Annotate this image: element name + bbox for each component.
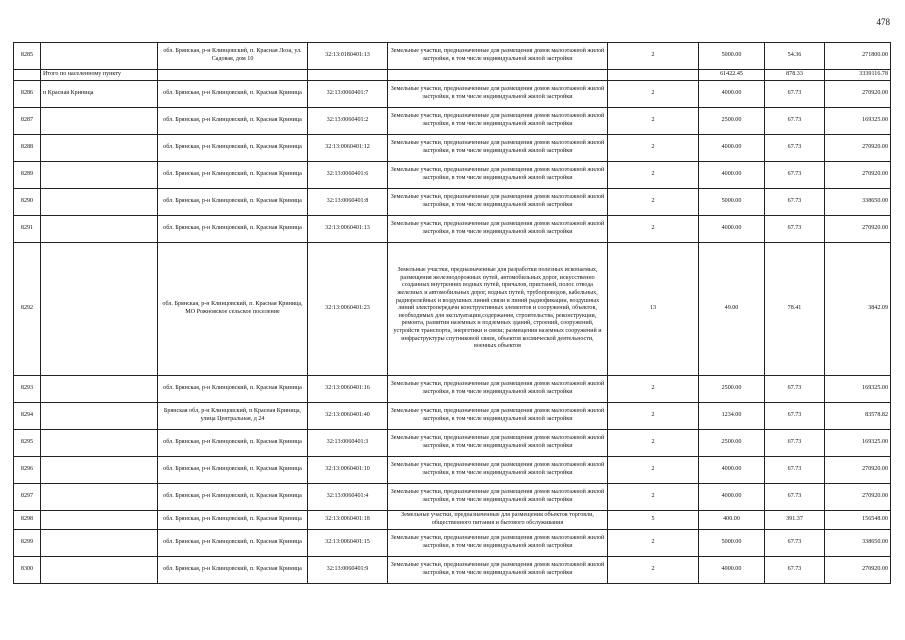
cadastral-rate: 67.73 <box>765 162 825 189</box>
cadastral-rate: 67.73 <box>765 216 825 243</box>
table-row <box>14 530 891 557</box>
row-number: 8298 <box>14 511 41 530</box>
address-cell: обл. Брянская, р-н Клинцовский, п. Красная Криница <box>158 530 308 557</box>
area-value: 4000.00 <box>699 162 765 189</box>
cadastral-rate: 67.73 <box>765 376 825 403</box>
row-number: 8296 <box>14 457 41 484</box>
cadastral-number: 32:13:0060401:13 <box>308 216 388 243</box>
row-number: 8290 <box>14 189 41 216</box>
row-number: 8289 <box>14 162 41 189</box>
settlement-name <box>41 189 158 216</box>
row-number: 8285 <box>14 43 41 70</box>
use-category: 2 <box>608 135 699 162</box>
cadastral-cost: 270920.00 <box>825 484 891 511</box>
settlement-name <box>41 135 158 162</box>
land-use-description: Земельные участки, предназначенные для размещения домов малоэтажной жилой застройки, в том числе индивидуальной жилой застройки <box>388 430 608 457</box>
use-category: 2 <box>608 430 699 457</box>
settlement-name <box>41 243 158 376</box>
use-category: 13 <box>608 243 699 376</box>
page-number: 478 <box>876 17 890 27</box>
use-category: 2 <box>608 557 699 584</box>
area-value: 5000.00 <box>699 530 765 557</box>
cadastral-number: 32:13:0180401:13 <box>308 43 388 70</box>
empty-cell <box>158 70 308 81</box>
cadastral-rate: 67.73 <box>765 189 825 216</box>
land-use-description: Земельные участки, предназначенные для размещения объектов торговли, общественного питания и бытового обслуживания <box>388 511 608 530</box>
settlement-name <box>41 557 158 584</box>
cadastral-cost: 270920.00 <box>825 162 891 189</box>
cadastral-cost: 3842.09 <box>825 243 891 376</box>
use-category: 2 <box>608 43 699 70</box>
settlement-name <box>41 530 158 557</box>
cadastral-number: 32:13:0060401:40 <box>308 403 388 430</box>
cadastral-number: 32:13:0060401:12 <box>308 135 388 162</box>
land-use-description: Земельные участки, предназначенные для размещения домов малоэтажной жилой застройки, в том числе индивидуальной жилой застройки <box>388 457 608 484</box>
table-row <box>14 403 891 430</box>
cadastral-rate: 67.73 <box>765 430 825 457</box>
address-cell: обл. Брянская, р-н Клинцовский, п. Красная Криница <box>158 484 308 511</box>
land-use-description: Земельные участки, предназначенные для размещения домов малоэтажной жилой застройки, в том числе индивидуальной жилой застройки <box>388 108 608 135</box>
land-use-description: Земельные участки, предназначенные для размещения домов малоэтажной жилой застройки, в том числе индивидуальной жилой застройки <box>388 135 608 162</box>
row-number: 8297 <box>14 484 41 511</box>
area-value: 4000.00 <box>699 557 765 584</box>
land-use-description: Земельные участки, предназначенные для размещения домов малоэтажной жилой застройки, в том числе индивидуальной жилой застройки <box>388 81 608 108</box>
table-row <box>14 511 891 530</box>
table-row <box>14 216 891 243</box>
land-use-description: Земельные участки, предназначенные для размещения домов малоэтажной жилой застройки, в том числе индивидуальной жилой застройки <box>388 484 608 511</box>
row-number: 8299 <box>14 530 41 557</box>
table-row <box>14 81 891 108</box>
land-use-description: Земельные участки, предназначенные для разработки полезных ископаемых, размещения железнодорожных путей, автомобильных дорог, искусственно созданных внутренних водных путей, причалов, пристаней, полос отвода железных и автомобильных дорог, водных путей, трубопроводов, кабельных, радиорелейных и воздушных линий связи и линий радиофикации, воздушных линий электропередачи конструктивных элементов и сооружений, объектов, необходимых для эксплуатации,содержания, строительства, реконструкции, ремонта, развития наземных и подземных зданий, строений, сооружений, устройств транспорта, энергетики и связи; размещения наземных сооружений и инфраструктуры спутниковой связи, объектов космической деятельности, военных объектов <box>388 243 608 376</box>
area-value: 2500.00 <box>699 376 765 403</box>
area-value: 2500.00 <box>699 430 765 457</box>
cadastral-number: 32:13:0060401:16 <box>308 376 388 403</box>
row-number: 8288 <box>14 135 41 162</box>
settlement-name <box>41 430 158 457</box>
cadastral-rate: 78.41 <box>765 243 825 376</box>
cadastral-cost: 338650.00 <box>825 189 891 216</box>
area-value: 49.00 <box>699 243 765 376</box>
row-number: 8293 <box>14 376 41 403</box>
cadastral-number: 32:13:0060401:4 <box>308 484 388 511</box>
address-cell: Брянская обл, р-н Клинцовский, п Красная Криница, улица Центральная, д 24 <box>158 403 308 430</box>
cadastral-cost: 270920.00 <box>825 135 891 162</box>
settlement-name <box>41 216 158 243</box>
row-number: 8292 <box>14 243 41 376</box>
area-value: 400.00 <box>699 511 765 530</box>
row-number: 8291 <box>14 216 41 243</box>
cadastral-cost: 270920.00 <box>825 557 891 584</box>
area-value: 4000.00 <box>699 484 765 511</box>
cadastral-rate: 67.73 <box>765 484 825 511</box>
cadastral-rate: 67.73 <box>765 403 825 430</box>
use-category: 2 <box>608 530 699 557</box>
cadastral-cost: 270920.00 <box>825 81 891 108</box>
row-number: 8287 <box>14 108 41 135</box>
table-row <box>14 430 891 457</box>
address-cell: обл. Брянская, р-н Клинцовский, п. Красная Криница <box>158 216 308 243</box>
cadastral-cost: 169325.00 <box>825 376 891 403</box>
cadastral-rate: 67.73 <box>765 457 825 484</box>
address-cell: обл. Брянская, р-н Клинцовский, п. Красная Криница <box>158 81 308 108</box>
address-cell: обл. Брянская, р-н Клинцовский, п. Красная Криница, МО Рожновское сельское поселение <box>158 243 308 376</box>
area-value: 4000.00 <box>699 216 765 243</box>
table-row <box>14 162 891 189</box>
use-category: 2 <box>608 189 699 216</box>
area-value: 2500.00 <box>699 108 765 135</box>
total-area: 61422.45 <box>699 70 765 81</box>
row-number: 8294 <box>14 403 41 430</box>
table-row <box>14 43 891 70</box>
cadastral-rate: 54.36 <box>765 43 825 70</box>
row-number <box>14 70 41 81</box>
address-cell: обл. Брянская, р-н Клинцовский, п. Красная Криница <box>158 511 308 530</box>
total-cost: 3339116.78 <box>825 70 891 81</box>
address-cell: обл. Брянская, р-н Клинцовский, п. Красная Криница <box>158 189 308 216</box>
table-row <box>14 484 891 511</box>
use-category: 2 <box>608 81 699 108</box>
cadastral-cost: 169325.00 <box>825 108 891 135</box>
area-value: 4000.00 <box>699 457 765 484</box>
use-category: 2 <box>608 108 699 135</box>
use-category: 2 <box>608 376 699 403</box>
address-cell: обл. Брянская, р-н Клинцовский, п. Красная Криница <box>158 457 308 484</box>
land-use-description: Земельные участки, предназначенные для размещения домов малоэтажной жилой застройки, в том числе индивидуальной жилой застройки <box>388 162 608 189</box>
total-row <box>14 70 891 81</box>
total-rate: 878.33 <box>765 70 825 81</box>
cadastral-cost: 338650.00 <box>825 530 891 557</box>
area-value: 4000.00 <box>699 135 765 162</box>
area-value: 4000.00 <box>699 81 765 108</box>
land-use-description: Земельные участки, предназначенные для размещения домов малоэтажной жилой застройки, в том числе индивидуальной жилой застройки <box>388 403 608 430</box>
settlement-name <box>41 511 158 530</box>
use-category: 5 <box>608 511 699 530</box>
address-cell: обл. Брянская, р-н Клинцовский, п. Красная Криница <box>158 108 308 135</box>
land-use-description: Земельные участки, предназначенные для размещения домов малоэтажной жилой застройки, в том числе индивидуальной жилой застройки <box>388 43 608 70</box>
cadastral-cost: 169325.00 <box>825 430 891 457</box>
cadastral-cost: 271800.00 <box>825 43 891 70</box>
cadastral-number: 32:13:0060401:9 <box>308 557 388 584</box>
land-use-description: Земельные участки, предназначенные для размещения домов малоэтажной жилой застройки, в том числе индивидуальной жилой застройки <box>388 189 608 216</box>
land-use-description: Земельные участки, предназначенные для размещения домов малоэтажной жилой застройки, в том числе индивидуальной жилой застройки <box>388 376 608 403</box>
land-use-description: Земельные участки, предназначенные для размещения домов малоэтажной жилой застройки, в том числе индивидуальной жилой застройки <box>388 530 608 557</box>
settlement-name <box>41 108 158 135</box>
settlement-name <box>41 162 158 189</box>
use-category: 2 <box>608 216 699 243</box>
cadastral-number: 32:13:0060401:7 <box>308 81 388 108</box>
table-body <box>14 43 891 584</box>
area-value: 5000.00 <box>699 189 765 216</box>
cadastral-rate: 67.73 <box>765 557 825 584</box>
table-row <box>14 457 891 484</box>
land-use-description: Земельные участки, предназначенные для размещения домов малоэтажной жилой застройки, в том числе индивидуальной жилой застройки <box>388 557 608 584</box>
address-cell: обл. Брянская, р-н Клинцовский, п. Красная Криница <box>158 162 308 189</box>
cadastral-rate: 67.73 <box>765 81 825 108</box>
settlement-name <box>41 484 158 511</box>
use-category: 2 <box>608 457 699 484</box>
row-number: 8300 <box>14 557 41 584</box>
address-cell: обл. Брянская, р-н Клинцовский, п. Красная Лоза, ул. Садовая, дом 10 <box>158 43 308 70</box>
address-cell: обл. Брянская, р-н Клинцовский, п. Красная Криница <box>158 376 308 403</box>
empty-cell <box>388 70 608 81</box>
cadastral-rate: 391.37 <box>765 511 825 530</box>
table-row <box>14 108 891 135</box>
address-cell: обл. Брянская, р-н Клинцовский, п. Красная Криница <box>158 557 308 584</box>
empty-cell <box>608 70 699 81</box>
cadastral-rate: 67.73 <box>765 135 825 162</box>
cadastral-rate: 67.73 <box>765 530 825 557</box>
cadastral-number: 32:13:0060401:23 <box>308 243 388 376</box>
table-row <box>14 189 891 216</box>
settlement-name: п Красная Криница <box>41 81 158 108</box>
use-category: 2 <box>608 162 699 189</box>
table-row <box>14 376 891 403</box>
cadastral-rate: 67.73 <box>765 108 825 135</box>
settlement-name <box>41 457 158 484</box>
row-number: 8295 <box>14 430 41 457</box>
cadastral-number: 32:13:0060401:10 <box>308 457 388 484</box>
address-cell: обл. Брянская, р-н Клинцовский, п. Красная Криница <box>158 430 308 457</box>
cadastral-number: 32:13:0060401:8 <box>308 189 388 216</box>
area-value: 1234.00 <box>699 403 765 430</box>
cadastral-cost: 270920.00 <box>825 457 891 484</box>
land-registry-table <box>13 42 891 584</box>
area-value: 5000.00 <box>699 43 765 70</box>
cadastral-cost: 83578.82 <box>825 403 891 430</box>
table-row <box>14 243 891 376</box>
row-number: 8286 <box>14 81 41 108</box>
settlement-name <box>41 376 158 403</box>
table-row <box>14 557 891 584</box>
address-cell: обл. Брянская, р-н Клинцовский, п. Красная Криница <box>158 135 308 162</box>
total-label: Итого по населенному пункту <box>41 70 158 81</box>
cadastral-cost: 156548.00 <box>825 511 891 530</box>
use-category: 2 <box>608 403 699 430</box>
land-use-description: Земельные участки, предназначенные для размещения домов малоэтажной жилой застройки, в том числе индивидуальной жилой застройки <box>388 216 608 243</box>
cadastral-cost: 270920.00 <box>825 216 891 243</box>
empty-cell <box>308 70 388 81</box>
cadastral-number: 32:13:0060401:15 <box>308 530 388 557</box>
settlement-name <box>41 43 158 70</box>
cadastral-number: 32:13:0060401:6 <box>308 162 388 189</box>
use-category: 2 <box>608 484 699 511</box>
cadastral-number: 32:13:0060401:2 <box>308 108 388 135</box>
cadastral-number: 32:13:0060401:3 <box>308 430 388 457</box>
cadastral-number: 32:13:0060401:18 <box>308 511 388 530</box>
table-row <box>14 135 891 162</box>
settlement-name <box>41 403 158 430</box>
